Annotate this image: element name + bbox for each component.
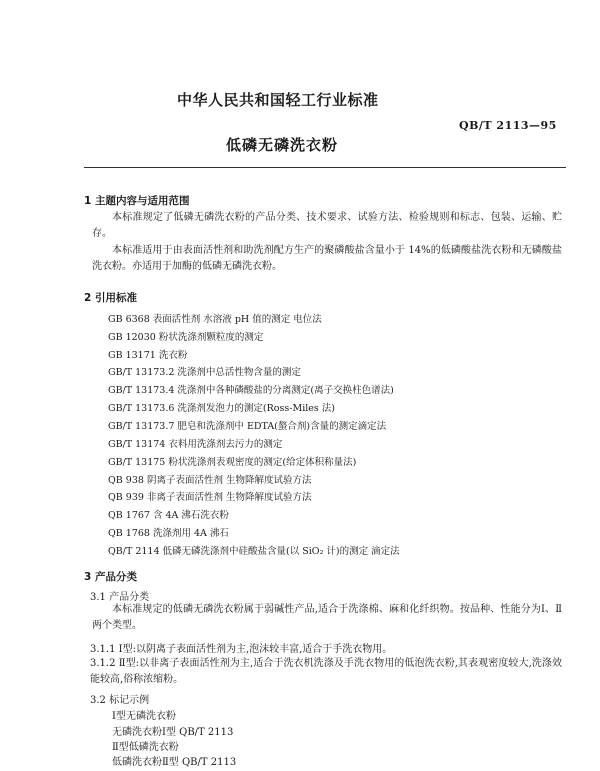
marking-example: Ⅱ型低磷洗衣粉: [112, 742, 179, 753]
reference-item: GB 6368 表面活性剂 水溶液 pH 值的测定 电位法: [108, 314, 322, 325]
marking-example: 低磷洗衣粉Ⅱ型 QB/T 2113: [112, 757, 237, 768]
document-title: 低磷无磷洗衣粉: [226, 136, 339, 154]
section-3-1-2: 3.1.2 Ⅱ型:以非离子表面活性剂为主,适合于洗衣机洗涤及手洗衣物用的低泡洗衣粉,其表观密度较大,洗涤效能较高,俗称浓缩粉。: [90, 658, 562, 685]
section-3-heading: 3 产品分类: [84, 571, 137, 583]
reference-item: GB/T 13173.4 洗涤剂中各种磷酸盐的分离测定(离子交换柱色谱法): [108, 385, 394, 396]
reference-item: QB 939 非离子表面活性剂 生物降解度试验方法: [108, 492, 312, 503]
marking-example: 无磷洗衣粉Ⅰ型 QB/T 2113: [112, 727, 234, 738]
reference-item: QB 1768 洗涤剂用 4A 沸石: [108, 528, 229, 539]
section-1-heading: 1 主题内容与适用范围: [84, 195, 190, 207]
reference-item: QB 938 阴离子表面活性剂 生物降解度试验方法: [108, 475, 312, 486]
reference-item: GB/T 13175 粉状洗涤剂表观密度的测定(给定体积称量法): [108, 457, 357, 468]
reference-item: GB 12030 粉状洗涤剂颗粒度的测定: [108, 332, 264, 343]
reference-item: GB/T 13173.6 洗涤剂发泡力的测定(Ross-Miles 法): [108, 403, 335, 414]
section-1-paragraph-1: 本标准规定了低磷无磷洗衣粉的产品分类、技术要求、试验方法、检验规则和标志、包装、运输、贮存。: [92, 212, 562, 239]
reference-item: QB 1767 含 4A 沸石洗衣粉: [108, 510, 229, 521]
reference-item: GB/T 13174 衣料用洗涤剂去污力的测定: [108, 439, 283, 450]
section-2-heading: 2 引用标准: [84, 292, 137, 304]
section-1-paragraph-2: 本标准适用于由表面活性剂和助洗剂配方生产的聚磷酸盐含量小于 14%的低磷酸盐洗衣粉和无磷酸盐洗衣粉。亦适用于加酶的低磷无磷洗衣粉。: [92, 245, 562, 272]
standard-code: QB/T 2113—95: [459, 119, 557, 132]
issuing-organization: 中华人民共和国轻工行业标准: [177, 91, 379, 109]
section-3-1-paragraph: 本标准规定的低磷无磷洗衣粉属于弱碱性产品,适合于洗涤棉、麻和化纤织物。按品种、性能分为Ⅰ、Ⅱ两个类型。: [92, 604, 562, 631]
reference-item: GB 13171 洗衣粉: [108, 350, 188, 361]
reference-item: GB/T 13173.2 洗涤剂中总活性物含量的测定: [108, 367, 301, 378]
header-rule: [84, 167, 566, 168]
reference-item: GB/T 13173.7 肥皂和洗涤剂中 EDTA(螯合剂)含量的测定滴定法: [108, 421, 387, 432]
section-3-1-heading: 3.1 产品分类: [90, 592, 150, 603]
marking-example: Ⅰ型无磷洗衣粉: [112, 711, 176, 722]
reference-item: QB/T 2114 低磷无磷洗涤剂中硅酸盐含量(以 SiO₂ 计)的测定 滴定法: [108, 546, 400, 557]
section-3-1-1: 3.1.1 Ⅰ型:以阴离子表面活性剂为主,泡沫较丰富,适合于手洗衣物用。: [90, 644, 393, 655]
section-3-2-heading: 3.2 标记示例: [90, 695, 150, 706]
